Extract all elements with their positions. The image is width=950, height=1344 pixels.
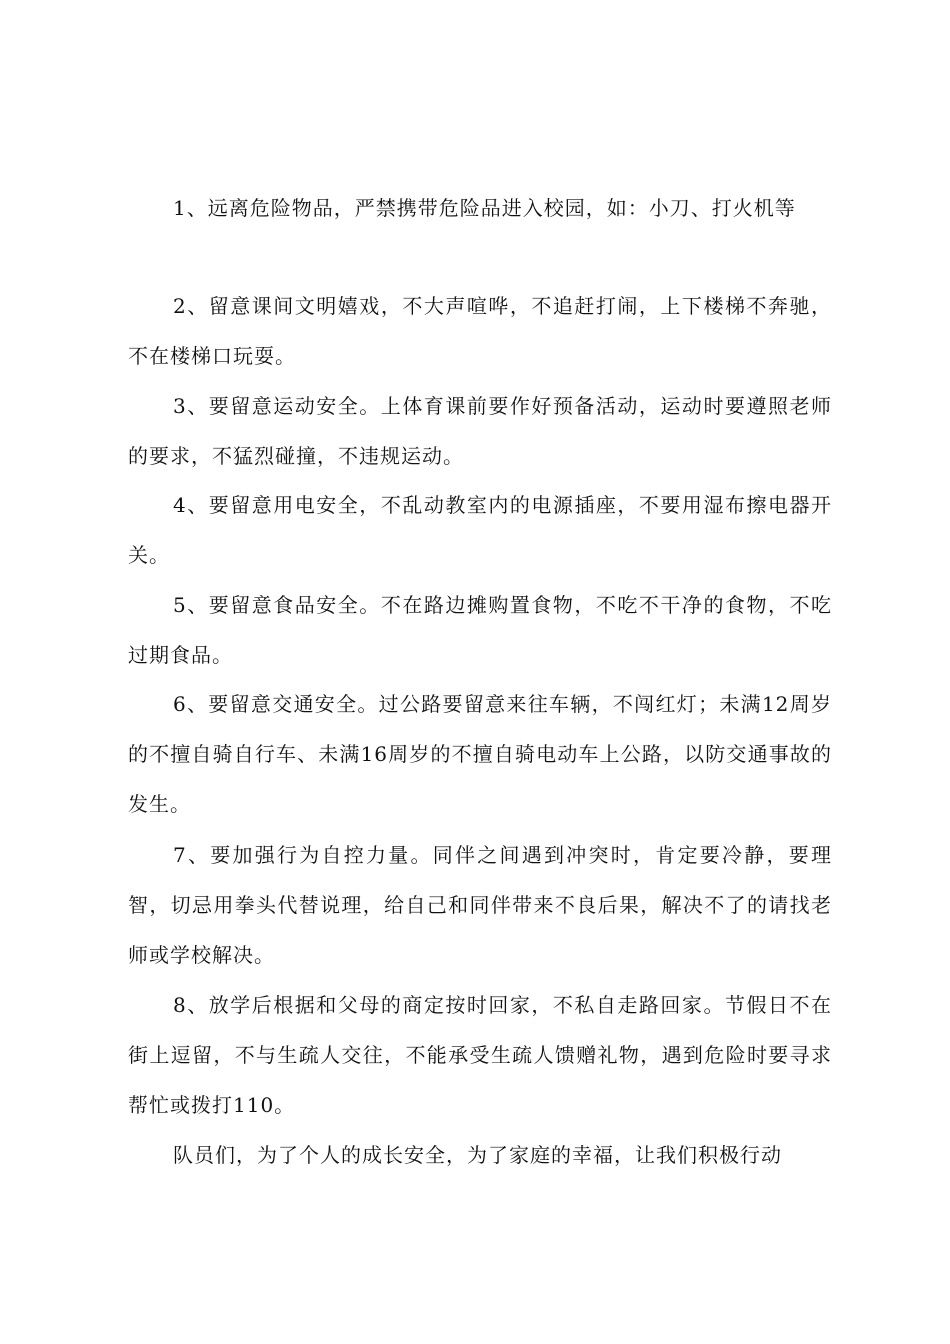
paragraph-9: 队员们，为了个人的成长安全，为了家庭的幸福，让我们积极行动 [173, 1143, 782, 1167]
paragraph-1: 1、远离危险物品，严禁携带危险品进入校园，如：小刀、打火机等 [173, 196, 796, 220]
paragraph-7: 7、要加强行为自控力量。同伴之间遇到冲突时，肯定要冷静，要理智，切忌用拳头代替说理，给自己和同伴带来不良后果，解决不了的请找老师或学校解决。 [128, 843, 832, 967]
paragraph-5: 5、要留意食品安全。不在路边摊购置食物，不吃不干净的食物，不吃过期食品。 [128, 593, 832, 667]
paragraph-8: 8、放学后根据和父母的商定按时回家，不私自走路回家。节假日不在街上逗留，不与生疏人交往，不能承受生疏人馈赠礼物，遇到危险时要寻求帮忙或拨打110。 [128, 993, 832, 1117]
paragraph-3: 3、要留意运动安全。上体育课前要作好预备活动，运动时要遵照老师的要求，不猛烈碰撞，不违规运动。 [128, 394, 832, 468]
paragraph-6: 6、要留意交通安全。过公路要留意来往车辆，不闯红灯；未满12周岁的不擅自骑自行车、未满16周岁的不擅自骑电动车上公路，以防交通事故的发生。 [128, 692, 832, 816]
paragraph-2: 2、留意课间文明嬉戏，不大声喧哗，不追赶打闹，上下楼梯不奔驰，不在楼梯口玩耍。 [128, 294, 832, 368]
paragraph-4: 4、要留意用电安全，不乱动教室内的电源插座，不要用湿布擦电器开关。 [128, 493, 832, 567]
